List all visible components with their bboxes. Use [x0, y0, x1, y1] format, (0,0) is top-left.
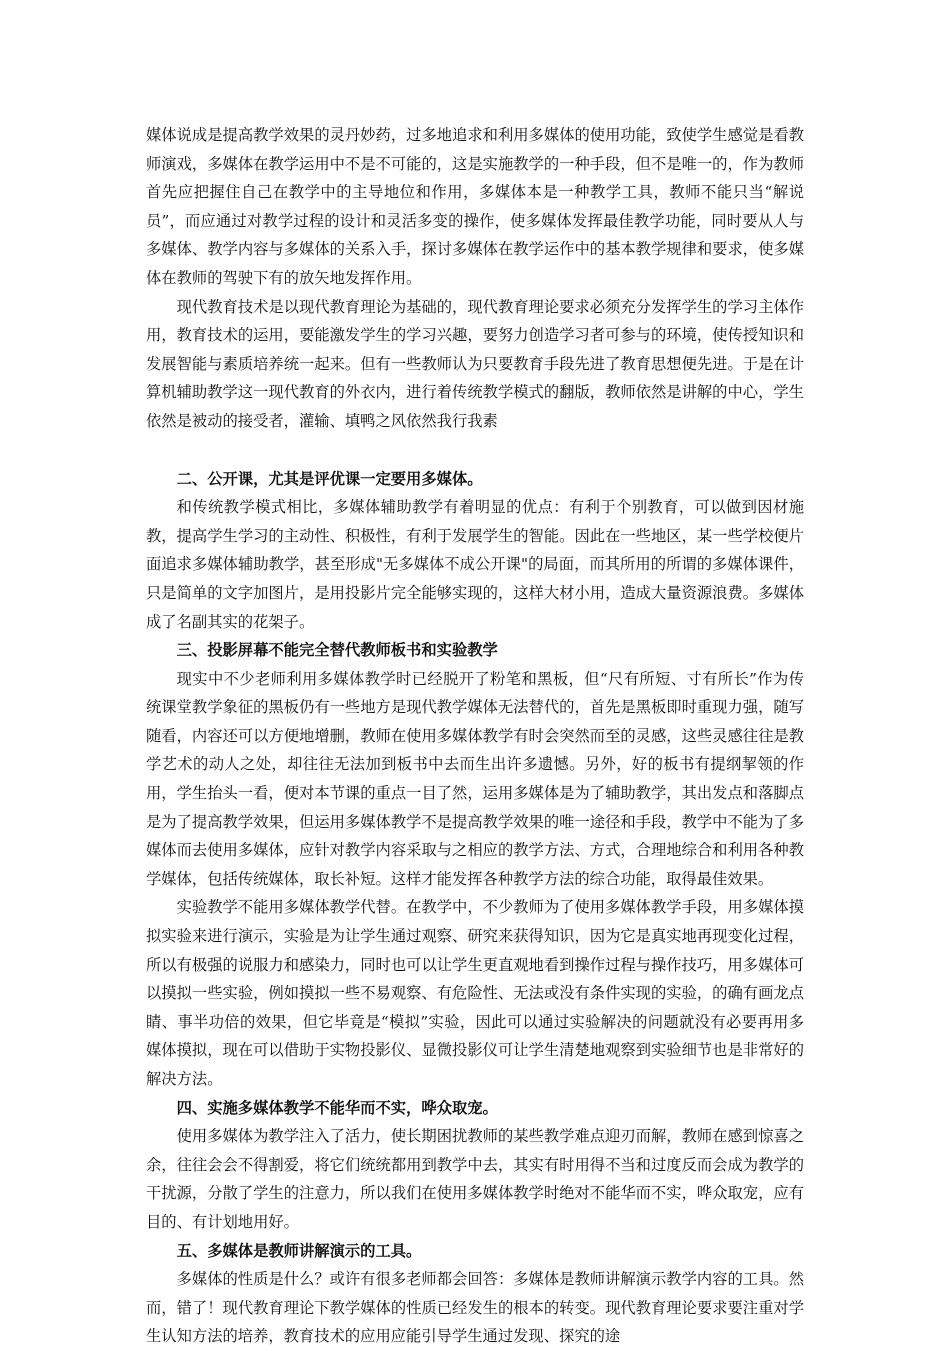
section-heading-3: 三、投影屏幕不能完全替代教师板书和实验教学 — [176, 641, 498, 660]
paragraph-3: 和传统教学模式相比，多媒体辅助教学有着明显的优点：有利于个别教育，可以做到因材施教，提高学生学习的主动性、积极性，有利于发展学生的智能。因此在一些地区，某一些学校便片面追求多媒体辅助教学，甚至形成"无多媒体不成公开课"的局面，而其所用的所谓的多媒体课件，只是简单的文字加图片，是用投影片完全能够实现的，这样大材小用，造成大量资源浪费。多媒体成了名副其实的花架子。 — [146, 498, 804, 631]
section-heading-4: 四、实施多媒体教学不能华而不实，哗众取宠。 — [176, 1098, 498, 1117]
document-body — [146, 121, 804, 1351]
paragraph-4: 现实中不少老师利用多媒体教学时已经脱开了粉笔和黑板，但“尺有所短、寸有所长”作为传统课堂教学象征的黑板仍有一些地方是现代教学媒体无法替代的，首先是黑板即时重现力强，随写随看，内容还可以方便地增删，教师在使用多媒体教学有时会突然而至的灵感，这些灵感往往是教学艺术的动人之处，却往往无法加到板书中去而生出许多遗憾。另外，好的板书有提纲挈领的作用，学生抬头一看，便对本节课的重点一目了然，运用多媒体是为了辅助教学，其出发点和落脚点是为了提高教学效果，但运用多媒体教学不是提高教学效果的唯一途径和手段，教学中不能为了多媒体而去使用多媒体，应针对教学内容采取与之相应的教学方法、方式，合理地综合和利用各种教学媒体，包括传统媒体，取长补短。这样才能发挥各种教学方法的综合功能，取得最佳效果。 — [146, 669, 804, 888]
section-heading-2: 二、公开课，尤其是评优课一定要用多媒体。 — [176, 469, 483, 488]
paragraph-2: 现代教育技术是以现代教育理论为基础的，现代教育理论要求必须充分发挥学生的学习主体作用，教育技术的运用，要能激发学生的学习兴趣，要努力创造学习者可参与的环境，使传授知识和发展智能与素质培养统一起来。但有一些教师认为只要教育手段先进了教育思想便先进。于是在计算机辅助教学这一现代教育的外衣内，进行着传统教学模式的翻版，教师依然是讲解的中心，学生依然是被动的接受者，灌输、填鸭之风依然我行我素 — [146, 297, 804, 430]
paragraph-gap — [146, 436, 804, 465]
section-heading-5: 五、多媒体是教师讲解演示的工具。 — [176, 1241, 422, 1260]
paragraph-5: 实验教学不能用多媒体教学代替。在教学中，不少教师为了使用多媒体教学手段，用多媒体摸拟实验来进行演示，实验是为让学生通过观察、研究来获得知识，因为它是真实地再现变化过程，所以有极强的说服力和感染力，同时也可以让学生更直观地看到操作过程与操作技巧，用多媒体可以摸拟一些实验，例如摸拟一些不易观察、有危险性、无法或没有条件实现的实验，的确有画龙点睛、事半功倍的效果，但它毕竟是“模拟”实验，因此可以通过实验解决的问题就没有必要再用多媒体摸拟，现在可以借助于实物投影仪、显微投影仪可让学生清楚地观察到实验细节也是非常好的解决方法。 — [146, 898, 804, 1088]
paragraph-1: 媒体说成是提高教学效果的灵丹妙药，过多地追求和利用多媒体的使用功能，致使学生感觉是看教师演戏，多媒体在教学运用中不是不可能的，这是实施教学的一种手段，但不是唯一的，作为教师首先应把握住自己在教学中的主导地位和作用，多媒体本是一种教学工具，教师不能只当“解说员”，而应通过对教学过程的设计和灵活多变的操作，使多媒体发挥最佳教学功能，同时要从人与多媒体、教学内容与多媒体的关系入手，探讨多媒体在教学运作中的基本教学规律和要求，使多媒体在教师的驾驶下有的放矢地发挥作用。 — [146, 126, 804, 287]
paragraph-6: 使用多媒体为教学注入了活力，使长期困扰教师的某些教学难点迎刃而解，教师在感到惊喜之余，往往会会不得割爱，将它们统统都用到教学中去，其实有时用得不当和过度反而会成为教学的干扰源，分散了学生的注意力，所以我们在使用多媒体教学时绝对不能华而不实，哗众取宠，应有目的、有计划地用好。 — [146, 1127, 804, 1231]
paragraph-7: 多媒体的性质是什么？或许有很多老师都会回答：多媒体是教师讲解演示教学内容的工具。然而，错了！现代教育理论下教学媒体的性质已经发生的根本的转变。现代教育理论要求要注重对学生认知方法的培养，教育技术的应用应能引导学生通过发现、探究的途 — [146, 1270, 804, 1346]
